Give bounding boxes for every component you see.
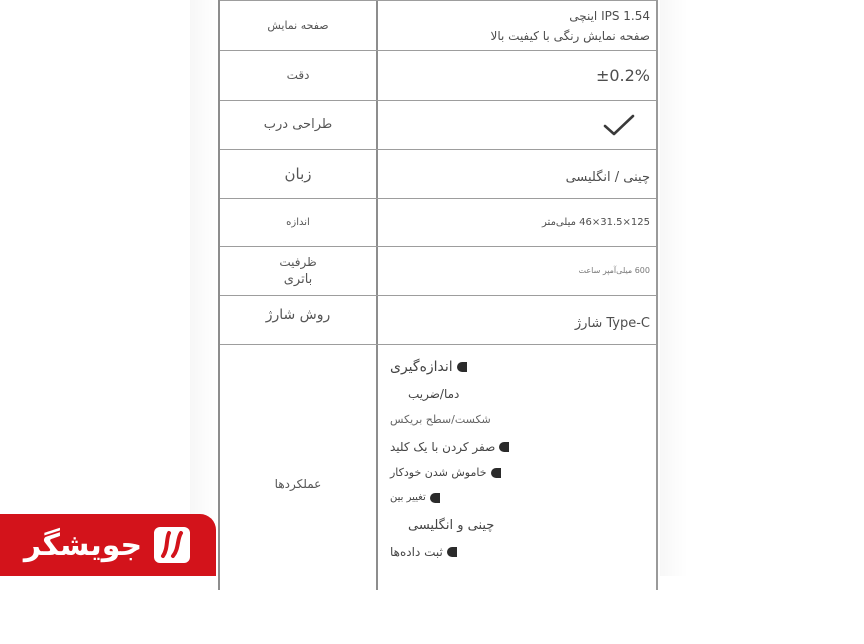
row-value-lid	[380, 100, 650, 149]
label-text: روش شارژ	[265, 307, 331, 323]
spec-table	[218, 0, 658, 590]
label-text: باتری	[283, 271, 313, 287]
bullet-icon	[499, 442, 509, 452]
value-text: Type-C شارژ	[574, 315, 650, 331]
label-text: اندازه	[286, 216, 310, 228]
value-text: 125×31.5×46 میلی‌متر	[542, 216, 650, 228]
feature-item: اندازه‌گیری	[390, 359, 467, 375]
label-text: زبان	[284, 164, 312, 183]
row-value-language	[380, 153, 650, 202]
feature-item: چینی و انگلیسی	[408, 518, 495, 533]
bullet-icon	[447, 547, 457, 557]
value-text: چینی / انگلیسی	[565, 170, 650, 185]
label-text: صفحه نمایش	[267, 18, 329, 32]
feature-item: صفر کردن با یک کلید	[390, 440, 509, 454]
brand-mark-icon	[152, 525, 192, 565]
row-value-charging	[380, 302, 650, 344]
label-text: عملکردها	[274, 477, 322, 491]
row-label-size	[220, 198, 376, 246]
row-label-screen	[220, 0, 376, 50]
row-value-battery	[380, 246, 650, 295]
row-label-language	[220, 149, 376, 198]
bullet-icon	[491, 468, 501, 478]
bullet-icon	[457, 362, 467, 372]
row-label-accuracy	[220, 50, 376, 100]
row-label-charging	[220, 295, 376, 335]
page-shadow-right	[660, 0, 688, 576]
feature-item: ثبت داده‌ها	[390, 545, 457, 559]
feature-item: شکست/سطح بریکس	[390, 413, 491, 426]
brand-name: جویشگر	[23, 527, 143, 563]
label-text: ظرفیت	[279, 254, 317, 269]
value-text: 600 میلی‌آمپر ساعت	[578, 266, 650, 275]
row-value-screen	[380, 4, 650, 48]
checkmark-icon	[602, 112, 636, 138]
page-shadow-left	[190, 0, 218, 576]
bullet-icon	[430, 493, 440, 503]
row-value-size	[380, 198, 650, 246]
label-text: دقت	[286, 68, 310, 82]
feature-item: خاموش شدن خودکار	[390, 466, 501, 479]
value-text: ±0.2%	[595, 65, 650, 85]
brand-logo	[0, 514, 216, 576]
value-text: صفحه نمایش رنگی با کیفیت بالا	[490, 29, 650, 43]
feature-item: دما/ضریب	[408, 387, 460, 401]
row-value-accuracy	[380, 50, 650, 100]
feature-item: تغییر بین	[390, 492, 440, 503]
row-label-lid	[220, 100, 376, 149]
label-text: طراحی درب	[263, 117, 333, 132]
row-label-battery	[220, 246, 376, 295]
value-text: IPS 1.54 اینچی	[569, 9, 650, 23]
row-label-functions	[220, 344, 376, 644]
